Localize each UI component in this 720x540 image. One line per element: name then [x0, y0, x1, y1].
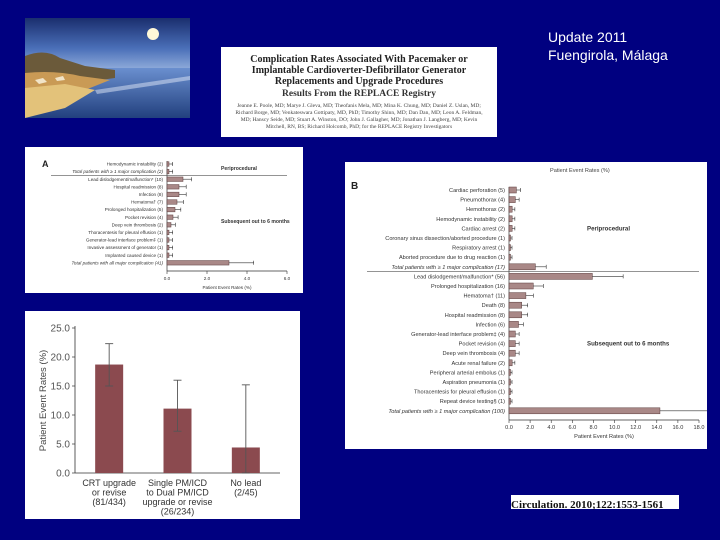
- x-tick-label: 4.0: [243, 276, 251, 281]
- row-label: Hematoma† (11): [463, 293, 505, 300]
- group-label: Subsequent out to 6 months: [221, 219, 290, 225]
- bar: [167, 185, 179, 190]
- bar: [509, 187, 516, 193]
- bar: [509, 235, 511, 241]
- row-label: Coronary sinus dissection/aborted procedure (1): [385, 235, 505, 242]
- panel-header: Patient Event Rates (%): [550, 168, 610, 174]
- bar: [509, 350, 515, 356]
- row-label: Hemothorax (2): [466, 207, 505, 214]
- row-label: Cardiac perforation (5): [449, 187, 505, 194]
- row-label: Total patients with ≥ 1 major complication (100): [388, 408, 505, 415]
- category-label-line: (81/434): [92, 497, 126, 507]
- x-tick-label: 4.0: [547, 425, 556, 431]
- x-tick-label: 16.0: [672, 425, 684, 431]
- row-label: Pneumothorax (4): [460, 197, 505, 204]
- panel-label: B: [351, 181, 359, 192]
- y-tick-label: 20.0: [50, 352, 70, 364]
- row-label: Repeat device testing§ (1): [439, 399, 505, 406]
- bar: [509, 331, 515, 337]
- x-tick-label: 14.0: [651, 425, 663, 431]
- category-label-line: CRT upgrade: [82, 478, 137, 488]
- bar: [167, 253, 169, 258]
- category-label-line: to Dual PM/ICD: [146, 487, 209, 498]
- slide-title-line-2: Fuengirola, Málaga: [548, 47, 668, 63]
- panel-label: A: [42, 159, 49, 169]
- row-label: Prolonged hospitalization (16): [430, 283, 505, 290]
- category-label-line: (2/45): [234, 487, 258, 498]
- group-label: Subsequent out to 6 months: [587, 340, 670, 348]
- row-label: Infection (8): [138, 192, 163, 198]
- paper-title-panel: [221, 47, 497, 137]
- row-label: Infection (6): [475, 322, 505, 329]
- paper-title: Complication Rates Associated With Pacemaker or Implantable Cardioverter-Defibrillator Generator Replacements and Upgrade Procedures: [250, 54, 468, 87]
- row-label: Generator-lead interface problem‡ (1): [85, 237, 163, 243]
- x-tick-label: 0.0: [505, 425, 513, 431]
- x-tick-label: 8.0: [589, 425, 598, 431]
- bar: [167, 192, 179, 197]
- chart-panel-a: [25, 147, 303, 293]
- bar: [167, 261, 229, 266]
- category-label-line: or revise: [91, 487, 127, 498]
- row-label: Invasive assessment of generator (1): [87, 245, 163, 251]
- x-axis-title: Patient Event Rates (%): [574, 434, 634, 440]
- group-label: Periprocedural: [587, 225, 631, 233]
- bar: [167, 169, 169, 174]
- y-tick-label: 10.0: [50, 410, 70, 422]
- group-label: Periprocedural: [221, 165, 257, 172]
- slide-title-line-1: Update 2011: [548, 29, 628, 45]
- row-label: Prolonged hospitalization (5): [104, 207, 163, 213]
- bar: [509, 273, 592, 279]
- bar: [509, 360, 512, 366]
- bar: [509, 321, 519, 327]
- y-tick-label: 5.0: [56, 439, 70, 451]
- row-label: Thoracentesis for pleural effusion (1): [88, 230, 163, 236]
- bar: [509, 216, 512, 222]
- chart-panel-c: [25, 311, 300, 519]
- x-tick-label: 0.0: [163, 276, 171, 281]
- bar: [167, 207, 175, 212]
- bar: [509, 302, 522, 308]
- bar: [167, 245, 169, 250]
- row-label: Aborted procedure due to drug reaction (1): [398, 255, 505, 262]
- bar: [509, 254, 511, 260]
- bar: [509, 206, 512, 212]
- bar: [167, 215, 173, 220]
- row-label: Generator-lead interface problem‡ (4): [411, 331, 505, 338]
- slide-title: [548, 28, 668, 64]
- row-label: Cardiac arrest (2): [461, 226, 505, 233]
- bar: [509, 398, 511, 404]
- x-tick-label: 18.0: [693, 425, 705, 431]
- paper-authors: Jeanne E. Poole, MD; Marye J. Gleva, MD; Theofanis Mela, MD; Mina K. Chung, MD; Daniel Z. Uslan, MD; Richard Borge, MD; Venkateswara Gottipaty, MD, PhD; Timothy Shinn, MD; Dan Dan, MD; Leon A. Feldman, MD; Hanscy Seide, MD; Stuart A. Winston, DO; John J. Gallagher, MD; Jonathan J. Langberg, MD; Kevin Mitchell, RN, BS; Richard Holcomb, PhD; for the REPLACE Registry Investigators: [235, 103, 483, 130]
- category-label-line: No lead: [230, 478, 262, 488]
- row-label: Total patients with all major complication (41): [71, 260, 163, 266]
- bar: [509, 369, 511, 375]
- x-tick-label: 12.0: [630, 425, 642, 431]
- row-label: Deep vein thrombosis (2): [111, 222, 163, 228]
- row-label: Peripheral arterial embolus (1): [429, 370, 505, 377]
- category-label-line: (26/234): [160, 506, 195, 517]
- x-tick-label: 2.0: [526, 425, 535, 431]
- x-tick-label: 6.0: [283, 276, 291, 281]
- bar: [509, 283, 533, 289]
- chart-panel-b: [345, 162, 707, 449]
- x-tick-label: 2.0: [203, 276, 211, 281]
- bar: [509, 225, 512, 231]
- bar: [167, 238, 169, 243]
- row-label: Hospital readmission (8): [113, 184, 163, 190]
- bar: [509, 379, 511, 385]
- row-label: Acute renal failure (2): [451, 360, 505, 367]
- row-label: Aspiration pneumonia (1): [442, 379, 505, 386]
- bar: [167, 200, 177, 205]
- bar: [509, 389, 511, 395]
- row-label: Pocket revision (4): [458, 341, 505, 348]
- bar: [509, 341, 515, 347]
- row-label: Hematoma† (7): [131, 199, 163, 205]
- category-label-line: Single PM/ICD: [147, 478, 208, 488]
- bar: [509, 245, 511, 251]
- chart-b-svg: [345, 162, 707, 449]
- row-label: Death (8): [481, 303, 505, 310]
- x-tick-label: 6.0: [568, 425, 577, 431]
- row-label: Total patients with ≥ 1 major complication (2): [72, 169, 163, 175]
- row-label: Total patients with ≥ 1 major complication (17): [391, 264, 505, 271]
- bar: [167, 162, 169, 167]
- row-label: Thoracentesis for pleural effusion (1): [414, 389, 505, 396]
- bar: [509, 408, 660, 414]
- row-label: Hospital readmission (8): [444, 312, 505, 319]
- bar: [167, 177, 183, 182]
- chart-c-svg: [25, 311, 300, 519]
- y-axis-title: Patient Event Rates (%): [38, 349, 49, 452]
- category-label-line: upgrade or revise: [142, 497, 213, 507]
- bar: [509, 312, 522, 318]
- bar: [167, 230, 169, 235]
- y-tick-label: 25.0: [50, 323, 70, 335]
- row-label: Lead dislodgement/malfunction* (10): [88, 176, 163, 182]
- citation-box: [511, 495, 679, 509]
- row-label: Respiratory arrest (1): [452, 245, 505, 252]
- coastal-sunset-photo: [25, 18, 190, 118]
- row-label: Lead dislodgement/malfunction* (56): [413, 274, 505, 281]
- bar: [167, 223, 171, 228]
- row-label: Hemodynamic instability (2): [436, 216, 505, 223]
- bar: [509, 264, 535, 270]
- bar: [509, 293, 526, 299]
- x-tick-label: 10.0: [609, 425, 621, 431]
- x-axis-title: Patient Event Rates (%): [202, 285, 252, 290]
- chart-a-svg: [25, 147, 303, 293]
- row-label: Pocket revision (4): [124, 214, 163, 220]
- y-tick-label: 0.0: [56, 468, 70, 480]
- y-tick-label: 15.0: [50, 381, 70, 393]
- bar: [509, 197, 515, 203]
- paper-subtitle: Results From the REPLACE Registry: [282, 89, 436, 99]
- row-label: Hemodynamic instability (2): [106, 161, 163, 167]
- citation-text: Circulation. 2010;122:1553-1561: [511, 499, 664, 511]
- row-label: Implanted caused device (1): [105, 252, 163, 258]
- row-label: Deep vein thrombosis (4): [442, 351, 505, 358]
